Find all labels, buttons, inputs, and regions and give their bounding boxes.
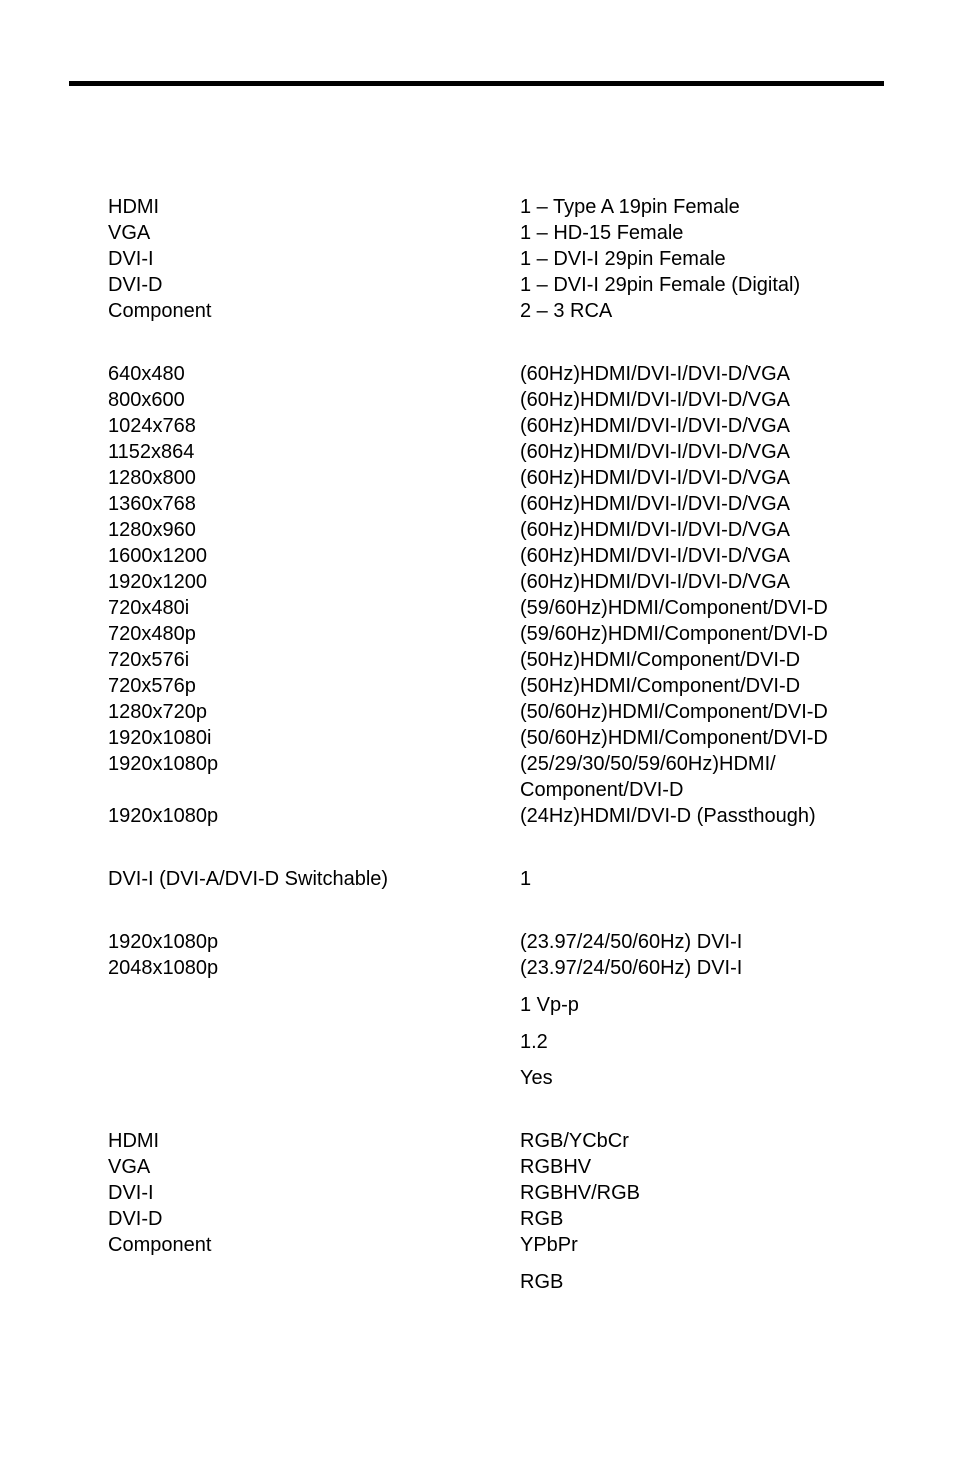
spec-value: (59/60Hz)HDMI/Component/DVI-D [520,623,828,645]
spec-label: HDMI [108,196,160,218]
spec-label: 1600x1200 [108,545,207,567]
spec-label: 800x600 [108,389,185,411]
spec-label: 720x480i [108,597,190,619]
spec-value: YPbPr [520,1234,578,1256]
spec-value: (60Hz)HDMI/DVI-I/DVI-D/VGA [520,571,791,593]
spec-label: 720x480p [108,623,196,645]
spec-label: 1360x768 [108,493,196,515]
spec-value: (60Hz)HDMI/DVI-I/DVI-D/VGA [520,389,791,411]
spec-value: (50/60Hz)HDMI/Component/DVI-D [520,701,828,723]
spec-label: 1920x1080p [108,931,219,953]
top-rule [69,81,884,86]
spec-label: DVI-D [108,274,163,296]
spec-label: Component [108,300,212,322]
spec-label: 1920x1080i [108,727,212,749]
spec-value: 1 – HD-15 Female [520,222,684,244]
spec-value: (50Hz)HDMI/Component/DVI-D [520,649,801,671]
spec-value: 1 [520,868,532,890]
spec-value: (23.97/24/50/60Hz) DVI-I [520,931,743,953]
spec-value: 1 – DVI-I 29pin Female [520,248,726,270]
spec-value: 1 Vp-p [520,994,579,1016]
spec-value: (50Hz)HDMI/Component/DVI-D [520,675,801,697]
spec-value: (25/29/30/50/59/60Hz)HDMI/ [520,753,776,775]
spec-value: (23.97/24/50/60Hz) DVI-I [520,957,743,979]
spec-label: DVI-D [108,1208,163,1230]
spec-value: RGBHV [520,1156,592,1178]
spec-value: RGB [520,1208,564,1230]
spec-label: 1920x1080p [108,805,219,827]
spec-value: (59/60Hz)HDMI/Component/DVI-D [520,597,828,619]
spec-label: 640x480 [108,363,185,385]
spec-label: 720x576i [108,649,190,671]
spec-value: (60Hz)HDMI/DVI-I/DVI-D/VGA [520,493,791,515]
spec-value: 1.2 [520,1031,548,1053]
spec-label: DVI-I [108,248,154,270]
spec-value: (24Hz)HDMI/DVI-D (Passthough) [520,805,816,827]
spec-value: (60Hz)HDMI/DVI-I/DVI-D/VGA [520,519,791,541]
spec-value: 2 – 3 RCA [520,300,613,322]
spec-label: 720x576p [108,675,196,697]
spec-value: (60Hz)HDMI/DVI-I/DVI-D/VGA [520,415,791,437]
spec-label: DVI-I (DVI-A/DVI-D Switchable) [108,868,389,890]
spec-label: VGA [108,222,151,244]
spec-value: (60Hz)HDMI/DVI-I/DVI-D/VGA [520,441,791,463]
spec-value: RGB [520,1271,564,1293]
spec-value: (60Hz)HDMI/DVI-I/DVI-D/VGA [520,545,791,567]
spec-label: HDMI [108,1130,160,1152]
spec-label: 1920x1080p [108,753,219,775]
spec-value: Yes [520,1067,553,1089]
spec-label: DVI-I [108,1182,154,1204]
spec-value: 1 – DVI-I 29pin Female (Digital) [520,274,801,296]
spec-label: 1280x800 [108,467,196,489]
spec-label: 1280x960 [108,519,196,541]
spec-value: 1 – Type A 19pin Female [520,196,740,218]
spec-label: 1024x768 [108,415,196,437]
spec-label: 1920x1200 [108,571,207,593]
spec-label: Component [108,1234,212,1256]
spec-label: 1152x864 [108,441,195,463]
spec-value: (60Hz)HDMI/DVI-I/DVI-D/VGA [520,467,791,489]
spec-value: RGB/YCbCr [520,1130,629,1152]
spec-label: VGA [108,1156,151,1178]
spec-label: 1280x720p [108,701,207,723]
spec-value: (50/60Hz)HDMI/Component/DVI-D [520,727,828,749]
spec-value: RGBHV/RGB [520,1182,641,1204]
spec-value: (60Hz)HDMI/DVI-I/DVI-D/VGA [520,363,791,385]
spec-value-continued: Component/DVI-D [520,779,684,801]
spec-label: 2048x1080p [108,957,219,979]
